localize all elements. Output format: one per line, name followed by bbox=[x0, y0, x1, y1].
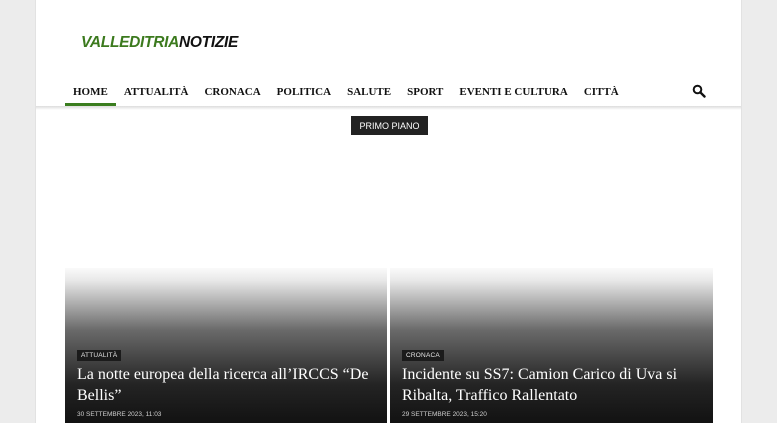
card-date: 29 SETTEMBRE 2023, 15:20 bbox=[402, 411, 487, 418]
card-title[interactable]: La notte europea della ricerca all’IRCCS “De Bellis” bbox=[77, 366, 369, 404]
nav-item-cronaca[interactable]: CRONACA bbox=[204, 86, 261, 98]
card-date: 30 SETTEMBRE 2023, 11:03 bbox=[77, 411, 162, 418]
nav-item-home[interactable]: HOME bbox=[65, 80, 116, 106]
logo-part-2: NOTIZIE bbox=[179, 34, 239, 51]
news-card-2[interactable] bbox=[390, 268, 713, 423]
news-card-1[interactable] bbox=[65, 268, 387, 423]
nav-item-sport[interactable]: SPORT bbox=[407, 86, 444, 98]
nav-divider bbox=[36, 106, 741, 110]
nav-item-salute[interactable]: SALUTE bbox=[347, 86, 392, 98]
category-badge[interactable]: ATTUALITÀ bbox=[77, 350, 121, 361]
logo-part-1: VALLEDITRIA bbox=[81, 34, 180, 51]
nav-item-eventi-e-cultura[interactable]: EVENTI E CULTURA bbox=[459, 86, 568, 98]
nav-item-citta[interactable]: CITTÀ bbox=[583, 86, 619, 98]
section-label: PRIMO PIANO bbox=[351, 116, 428, 135]
nav-item-attualita[interactable]: ATTUALITÀ bbox=[123, 86, 189, 98]
nav-item-politica[interactable]: POLITICA bbox=[276, 86, 332, 98]
card-title[interactable]: Incidente su SS7: Camion Carico di Uva si Ribalta, Traffico Rallentato bbox=[402, 366, 678, 404]
site-logo[interactable] bbox=[81, 34, 238, 52]
main-nav bbox=[65, 80, 627, 106]
page-container bbox=[35, 0, 742, 423]
search-icon[interactable] bbox=[692, 84, 706, 98]
category-badge[interactable]: CRONACA bbox=[402, 350, 444, 361]
